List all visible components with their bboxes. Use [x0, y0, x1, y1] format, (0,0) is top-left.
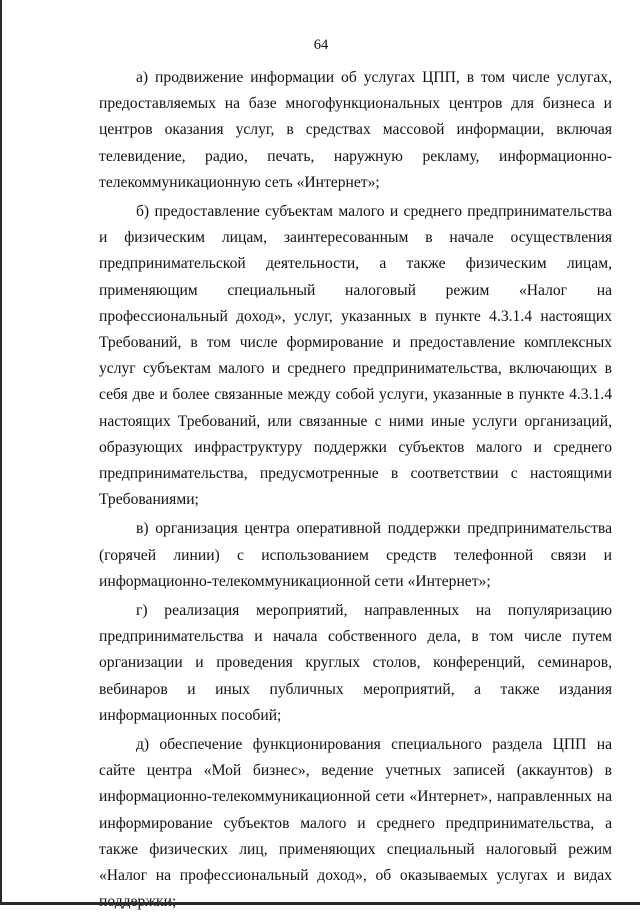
- document-body: [99, 65, 612, 919]
- paragraph-a: а) продвижение информации об услугах ЦПП, в том числе услугах, предоставляемых на базе многофункциональных центров для бизнеса и центров оказания услуг, в средствах массовой информации, включая телевидение, радио, печать, наружную рекламу, информационно-телекоммуникационную сеть «Интернет»;: [99, 69, 612, 191]
- page-number: 64: [313, 37, 329, 53]
- paragraph-v: в) организация центра оперативной поддержки предпринимательства (горячей линии) с использованием средств телефонной связи и информационно-телекоммуникационной сети «Интернет»;: [99, 520, 612, 590]
- paragraph-b: б) предоставление субъектам малого и среднего предпринимательства и физическим лицам, заинтересованным в начале осуществления предпринимательской деятельности, а также физическим лицам, применяющим специальный налоговый режим «Налог на профессиональный доход», услуг, указанных в пункте 4.3.1.4 настоящих Требований, в том числе формирование и предоставление комплексных услуг субъектам малого и среднего предпринимательства, включающих в себя две и более связанные между собой услуги, указанные в пункте 4.3.1.4 настоящих Требований, или связанные с ними иные услуги организаций, образующих инфраструктуру поддержки субъектов малого и среднего предпринимательства, предусмотренные в соответствии с настоящими Требованиями;: [99, 203, 612, 509]
- paragraph-g: г) реализация мероприятий, направленных на популяризацию предпринимательства и начала собственного дела, в том числе путем организации и проведения круглых столов, конференций, семинаров, вебинаров и иных публичных мероприятий, а также издания информационных пособий;: [99, 602, 612, 724]
- paragraph-d: д) обеспечение функционирования специального раздела ЦПП на сайте центра «Мой бизнес», ведение учетных записей (аккаунтов) в информационно-телекоммуникационной сети «Интернет», направленных на информирование субъектов малого и среднего предпринимательства, а также физических лиц, применяющих специальный налоговый режим «Налог на профессиональный доход», об оказываемых услугах и видах: [99, 736, 612, 885]
